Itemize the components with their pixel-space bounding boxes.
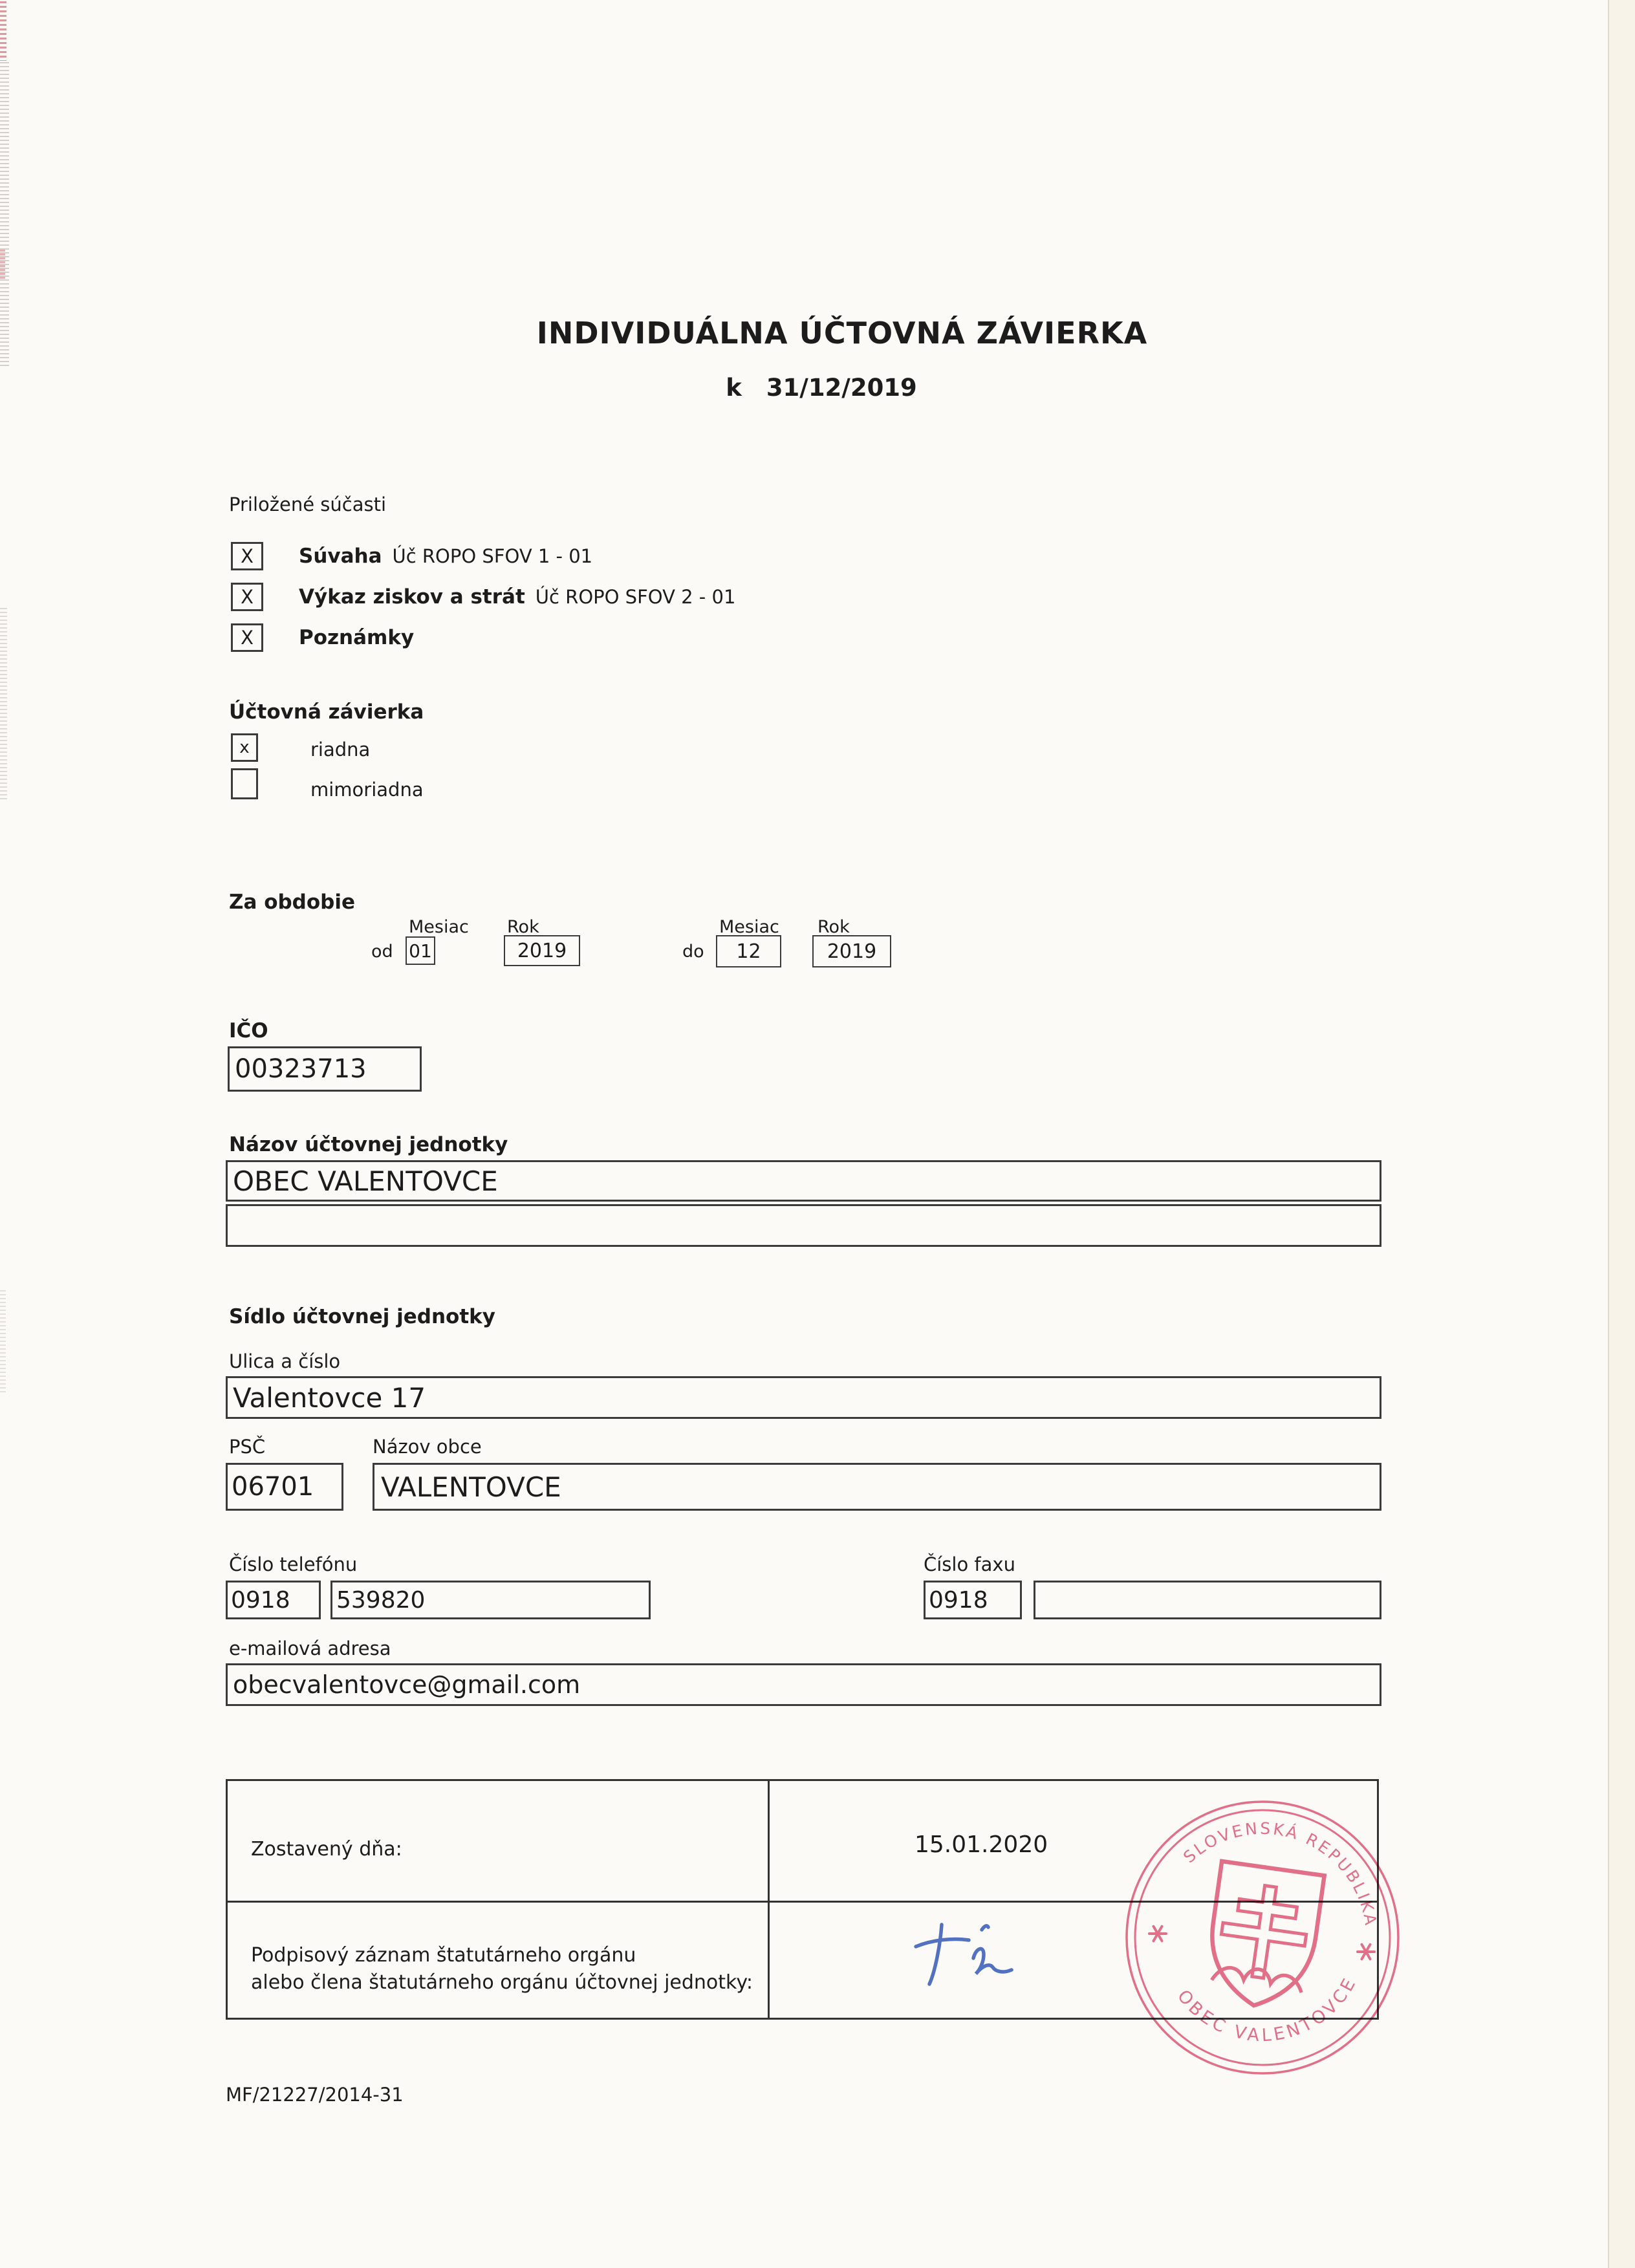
period-to-month-box xyxy=(716,935,781,967)
period-from-month-box xyxy=(406,936,435,965)
period-to-year-value: 2019 xyxy=(827,940,877,963)
mimoriadna-label: mimoriadna xyxy=(310,779,424,801)
attachment-form-code: Úč ROPO SFOV 1 - 01 xyxy=(392,545,593,567)
period-to-year-box xyxy=(812,935,891,967)
entity-name-box-2 xyxy=(226,1204,1381,1247)
checkbox-riadna xyxy=(231,733,258,762)
scan-artifact-left-streaks-b xyxy=(0,608,7,802)
signature-stroke xyxy=(973,1949,1012,1974)
signatory-label-line1: Podpisový záznam štatutárneho orgánu xyxy=(251,1944,636,1967)
attachments-heading: Priložené súčasti xyxy=(229,493,387,515)
city-label: Názov obce xyxy=(373,1436,482,1458)
signature-stroke xyxy=(916,1939,969,1947)
fax-prefix-value: 0918 xyxy=(929,1586,988,1614)
year-label-to: Rok xyxy=(817,917,850,937)
entity-name-box-1 xyxy=(226,1160,1381,1202)
scan-artifact-red-dash-2 xyxy=(0,250,5,281)
scan-artifact-left-streaks-c xyxy=(0,1290,6,1394)
riadna-label: riadna xyxy=(310,739,371,761)
checkbox-vykaz xyxy=(231,583,263,611)
seat-heading: Sídlo účtovnej jednotky xyxy=(229,1305,495,1328)
compiled-date-value: 15.01.2020 xyxy=(915,1831,1048,1858)
attachment-row-suvaha xyxy=(299,542,592,574)
street-value-box xyxy=(226,1376,1381,1419)
subtitle-date: 31/12/2019 xyxy=(766,374,917,402)
period-from-year-box xyxy=(504,935,580,966)
period-from-year-value: 2019 xyxy=(517,939,567,962)
subtitle-prefix: k xyxy=(726,374,742,402)
attachment-name: Súvaha xyxy=(299,545,382,568)
checkbox-riadna-mark: x xyxy=(239,738,250,757)
compiled-date-label: Zostavený dňa: xyxy=(251,1838,402,1861)
attachment-name: Výkaz ziskov a strát xyxy=(299,585,525,609)
entity-name-value: OBEC VALENTOVCE xyxy=(233,1165,498,1197)
form-title: INDIVIDUÁLNA ÚČTOVNÁ ZÁVIERKA xyxy=(536,316,1148,351)
zip-value-box xyxy=(226,1463,343,1511)
year-label-from: Rok xyxy=(507,917,539,937)
attachment-form-code: Úč ROPO SFOV 2 - 01 xyxy=(535,586,736,608)
email-value: obecvalentovce@gmail.com xyxy=(233,1670,581,1699)
phone-number-value: 539820 xyxy=(336,1586,426,1614)
checkbox-suvaha-mark: X xyxy=(241,545,254,567)
period-from-month-value: 01 xyxy=(409,940,432,962)
zip-value: 06701 xyxy=(232,1472,314,1502)
stamp-seal xyxy=(1120,1795,1405,2080)
phone-prefix-box xyxy=(226,1581,321,1619)
fax-prefix-box xyxy=(924,1581,1022,1619)
stamp-star-right-icon xyxy=(1358,1945,1374,1960)
ico-label: IČO xyxy=(229,1019,268,1042)
street-value: Valentovce 17 xyxy=(233,1381,426,1414)
slovak-coat-of-arms-icon xyxy=(1202,1861,1324,2013)
period-heading: Za obdobie xyxy=(229,891,356,914)
scan-artifact-left-streaks-a xyxy=(0,62,9,366)
month-label-from: Mesiac xyxy=(409,917,469,937)
phone-label: Číslo telefónu xyxy=(229,1553,358,1575)
scan-artifact-red-dash-top xyxy=(0,1,6,61)
month-label-to: Mesiac xyxy=(719,917,779,937)
period-to-month-value: 12 xyxy=(736,940,761,963)
stamp-bottom-text: OBEC VALENTOVCE xyxy=(1173,1972,1361,2046)
zip-label: PSČ xyxy=(229,1436,266,1458)
email-label: e-mailová adresa xyxy=(229,1637,391,1659)
attachment-name: Poznámky xyxy=(299,626,415,649)
fax-number-box xyxy=(1034,1581,1381,1619)
city-value: VALENTOVCE xyxy=(381,1471,561,1503)
ico-value-box xyxy=(228,1046,422,1092)
stamp-top-text: SLOVENSKÁ REPUBLIKA xyxy=(1180,1819,1381,1928)
checkbox-poznamky-mark: X xyxy=(241,627,254,649)
signatory-label-line2: alebo člena štatutárneho orgánu účtovnej jednotky: xyxy=(251,1971,753,1994)
email-value-box xyxy=(226,1663,1381,1706)
city-value-box xyxy=(373,1463,1381,1511)
attachment-row-vykaz xyxy=(299,583,735,614)
attachment-row-poznamky xyxy=(299,623,414,655)
checkbox-mimoriadna xyxy=(231,768,258,799)
street-label: Ulica a číslo xyxy=(229,1350,341,1372)
signature-stroke xyxy=(929,1925,942,1984)
stamp-star-left-icon xyxy=(1149,1927,1166,1941)
closing-type-heading: Účtovná závierka xyxy=(229,700,424,724)
form-subtitle xyxy=(4,374,1635,402)
phone-number-box xyxy=(330,1581,651,1619)
checkbox-vykaz-mark: X xyxy=(241,586,254,608)
signature-stroke xyxy=(982,1926,988,1930)
entity-name-label: Názov účtovnej jednotky xyxy=(229,1133,508,1156)
period-from-label: od xyxy=(371,942,393,962)
checkbox-suvaha xyxy=(231,542,263,570)
table-column-divider xyxy=(768,1781,770,2018)
signature-handwriting xyxy=(911,1916,1027,2000)
form-reference-code: MF/21227/2014-31 xyxy=(226,2084,404,2106)
fax-label: Číslo faxu xyxy=(924,1553,1015,1575)
phone-prefix-value: 0918 xyxy=(231,1586,290,1614)
ico-value: 00323713 xyxy=(235,1054,367,1084)
checkbox-poznamky xyxy=(231,623,263,652)
period-to-label: do xyxy=(682,942,704,962)
